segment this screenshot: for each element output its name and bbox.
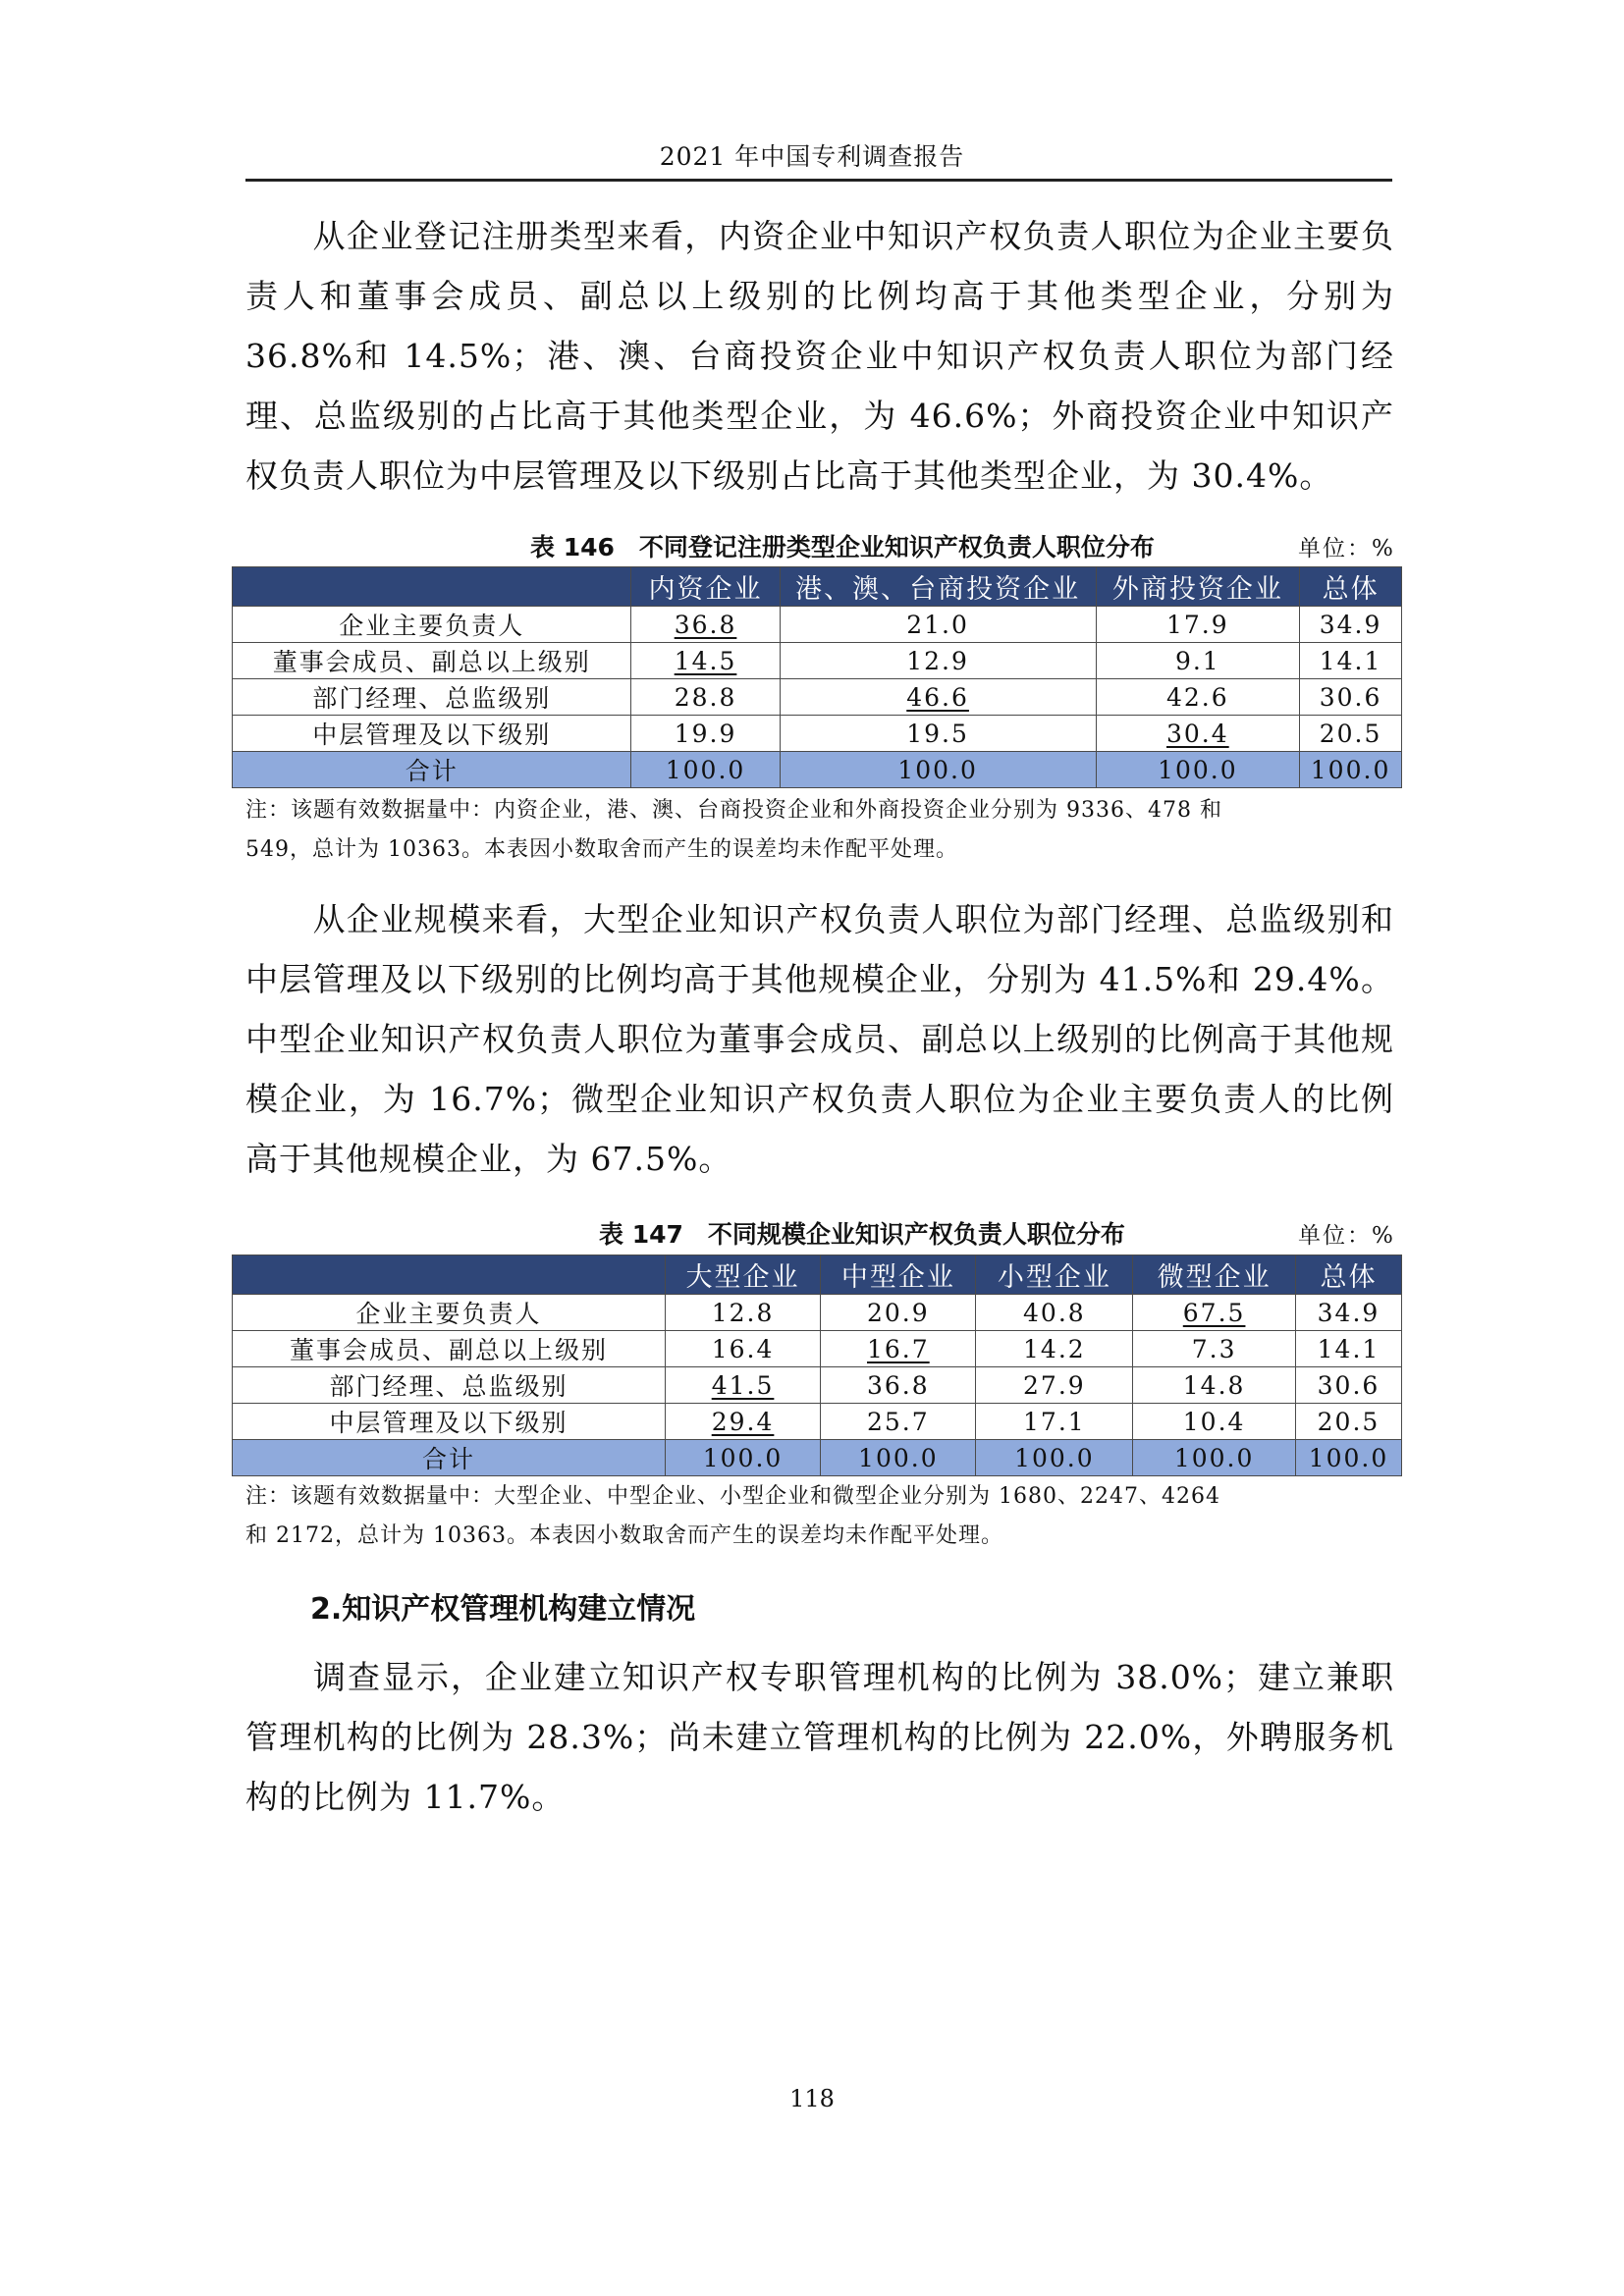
- table147-header-col5: 总体: [1295, 1255, 1401, 1295]
- table-row: [233, 716, 1402, 752]
- total-cell: 100.0: [1295, 1440, 1401, 1476]
- total-label: 合计: [233, 752, 631, 788]
- cell: 34.9: [1300, 607, 1402, 643]
- cell-value-highlighted: 14.5: [674, 646, 737, 675]
- row-label: 企业主要负责人: [233, 607, 631, 643]
- cell: 28.8: [631, 679, 780, 716]
- table146-header-col4: 总体: [1300, 567, 1402, 607]
- cell-value-highlighted: 16.7: [867, 1334, 930, 1363]
- section-heading: 2.知识产权管理机构建立情况: [310, 1592, 696, 1627]
- total-cell: 100.0: [631, 752, 780, 788]
- cell: [1096, 716, 1300, 752]
- running-header-title: 2021 年中国专利调查报告: [659, 142, 965, 171]
- table-row: [233, 1331, 1402, 1367]
- table146-unit: 单位：%: [1298, 536, 1395, 561]
- table147-note-line1: 注：该题有效数据量中：大型企业、中型企业、小型企业和微型企业分别为 1680、2247、4264: [245, 1484, 1220, 1509]
- cell: [631, 643, 780, 679]
- cell: 14.2: [976, 1331, 1133, 1367]
- table147-total-row: [233, 1440, 1402, 1476]
- cell: 25.7: [821, 1404, 976, 1440]
- cell: 20.5: [1295, 1404, 1401, 1440]
- cell: 17.1: [976, 1404, 1133, 1440]
- table-row: [233, 607, 1402, 643]
- total-cell: 100.0: [780, 752, 1096, 788]
- table147-caption: 表 147 不同规模企业知识产权负责人职位分布: [599, 1220, 1125, 1249]
- cell-value-highlighted: 41.5: [711, 1370, 775, 1400]
- table146-header-col1: 内资企业: [631, 567, 780, 607]
- cell: 20.9: [821, 1295, 976, 1331]
- row-label: 部门经理、总监级别: [233, 679, 631, 716]
- page-number: 118: [789, 2085, 835, 2112]
- row-label: 企业主要负责人: [233, 1295, 666, 1331]
- total-cell: 100.0: [1133, 1440, 1296, 1476]
- table146-note: [245, 791, 1399, 870]
- table146-total-row: [233, 752, 1402, 788]
- total-cell: 100.0: [821, 1440, 976, 1476]
- row-label: 董事会成员、副总以上级别: [233, 1331, 666, 1367]
- table146-header-corner: [233, 567, 631, 607]
- cell: 36.8: [821, 1367, 976, 1404]
- row-label: 部门经理、总监级别: [233, 1367, 666, 1404]
- table-row: [233, 1367, 1402, 1404]
- paragraph-registration-type: [245, 206, 1394, 506]
- cell: 9.1: [1096, 643, 1300, 679]
- cell-value-highlighted: 36.8: [674, 610, 737, 639]
- cell: 10.4: [1133, 1404, 1296, 1440]
- table-row: [233, 1295, 1402, 1331]
- cell: [665, 1404, 820, 1440]
- table146-note-line1: 注：该题有效数据量中：内资企业，港、澳、台商投资企业和外商投资企业分别为 9336、478 和: [245, 798, 1222, 823]
- table147-header-corner: [233, 1255, 666, 1295]
- table146-header-row: [233, 567, 1402, 607]
- table147-header-col4: 微型企业: [1133, 1255, 1296, 1295]
- table147-note-line2: 和 2172，总计为 10363。本表因小数取舍而产生的误差均未作配平处理。: [245, 1523, 1003, 1548]
- header-rule: [245, 179, 1392, 182]
- cell: [665, 1367, 820, 1404]
- row-label: 中层管理及以下级别: [233, 716, 631, 752]
- cell: 16.4: [665, 1331, 820, 1367]
- cell: 7.3: [1133, 1331, 1296, 1367]
- paragraph-enterprise-scale: [245, 889, 1394, 1189]
- table147: [232, 1255, 1402, 1476]
- total-cell: 100.0: [1096, 752, 1300, 788]
- table-row: [233, 679, 1402, 716]
- cell: 21.0: [780, 607, 1096, 643]
- table147-header-col1: 大型企业: [665, 1255, 820, 1295]
- cell-value-highlighted: 67.5: [1182, 1298, 1246, 1327]
- cell-value-highlighted: 46.6: [906, 682, 969, 712]
- cell: 30.6: [1295, 1367, 1401, 1404]
- table147-unit: 单位：%: [1298, 1223, 1395, 1249]
- paragraph-enterprise-scale-text: 从企业规模来看，大型企业知识产权负责人职位为部门经理、总监级别和中层管理及以下级别的比例均高于其他规模企业，分别为 41.5%和 29.4%。中型企业知识产权负责人职位为董事会成员、副总以上级别的比例高于其他规模企业，为 16.7%；微型企业知识产权负责人职位为企业主要负责人的比例高于其他规模企业，为 67.5%。: [245, 900, 1394, 1178]
- cell: 30.6: [1300, 679, 1402, 716]
- cell: [821, 1331, 976, 1367]
- cell: [631, 607, 780, 643]
- cell: 14.1: [1300, 643, 1402, 679]
- row-label: 中层管理及以下级别: [233, 1404, 666, 1440]
- table146-caption: 表 146 不同登记注册类型企业知识产权负责人职位分布: [530, 533, 1155, 561]
- cell-value-highlighted: 29.4: [711, 1407, 775, 1436]
- cell: 12.9: [780, 643, 1096, 679]
- cell: 19.9: [631, 716, 780, 752]
- total-cell: 100.0: [665, 1440, 820, 1476]
- cell: [780, 679, 1096, 716]
- total-label: 合计: [233, 1440, 666, 1476]
- table147-header-row: [233, 1255, 1402, 1295]
- cell: 20.5: [1300, 716, 1402, 752]
- table146-note-line2: 549，总计为 10363。本表因小数取舍而产生的误差均未作配平处理。: [245, 837, 958, 862]
- table147-header-col2: 中型企业: [821, 1255, 976, 1295]
- cell: [1133, 1295, 1296, 1331]
- cell-value-highlighted: 30.4: [1166, 719, 1229, 748]
- row-label: 董事会成员、副总以上级别: [233, 643, 631, 679]
- cell: 17.9: [1096, 607, 1300, 643]
- table147-header-col3: 小型企业: [976, 1255, 1133, 1295]
- total-cell: 100.0: [1300, 752, 1402, 788]
- table146-header-col3: 外商投资企业: [1096, 567, 1300, 607]
- cell: 34.9: [1295, 1295, 1401, 1331]
- cell: 12.8: [665, 1295, 820, 1331]
- cell: 40.8: [976, 1295, 1133, 1331]
- cell: 27.9: [976, 1367, 1133, 1404]
- total-cell: 100.0: [976, 1440, 1133, 1476]
- paragraph-registration-type-text: 从企业登记注册类型来看，内资企业中知识产权负责人职位为企业主要负责人和董事会成员、副总以上级别的比例均高于其他类型企业，分别为 36.8%和 14.5%；港、澳、台商投资企业中知识产权负责人职位为部门经理、总监级别的占比高于其他类型企业，为 46.6%；外商投资企业中知识产权负责人职位为中层管理及以下级别占比高于其他类型企业，为 30.4%。: [245, 217, 1394, 495]
- cell: 14.1: [1295, 1331, 1401, 1367]
- cell: 14.8: [1133, 1367, 1296, 1404]
- table-row: [233, 643, 1402, 679]
- cell: 19.5: [780, 716, 1096, 752]
- table146: [232, 566, 1402, 788]
- cell: 42.6: [1096, 679, 1300, 716]
- table146-header-col2: 港、澳、台商投资企业: [780, 567, 1096, 607]
- paragraph-management-institutions: [245, 1647, 1394, 1827]
- paragraph-management-institutions-text: 调查显示，企业建立知识产权专职管理机构的比例为 38.0%；建立兼职管理机构的比例为 28.3%；尚未建立管理机构的比例为 22.0%，外聘服务机构的比例为 11.7%。: [245, 1658, 1394, 1816]
- table147-note: [245, 1477, 1399, 1556]
- table-row: [233, 1404, 1402, 1440]
